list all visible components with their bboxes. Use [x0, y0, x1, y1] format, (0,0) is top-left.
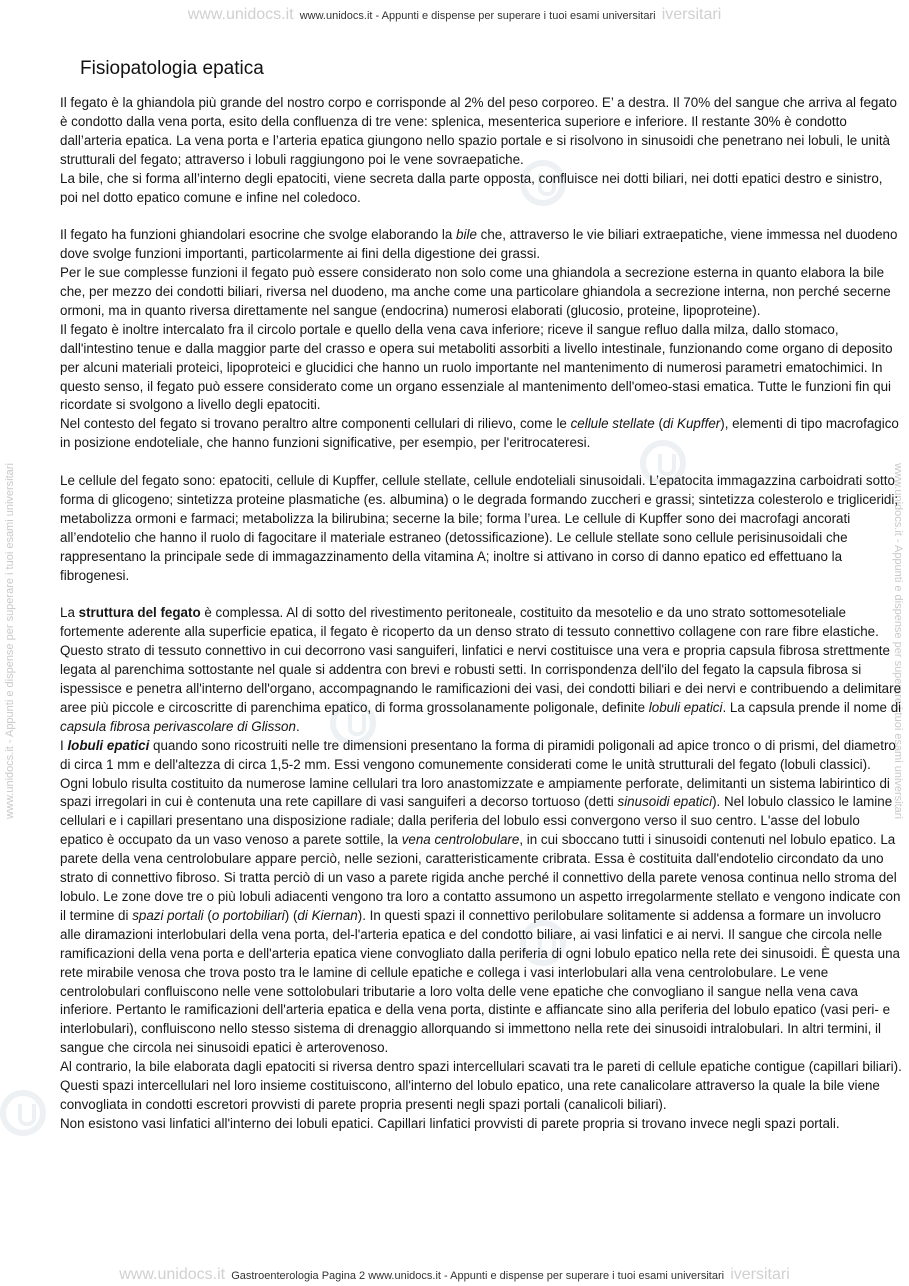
- paragraph: Questo strato di tessuto connettivo in cui decorrono vasi sanguiferi, linfatici e nervi costituisce una vera e propria capsula fibrosa strettmente legata al parenchima sottostante nel quale si addentra con brevi e robusti setti. In corrispondenza dell'ilo del fegato la capsula fibrosa si ispessisce e penetra all'interno dell'organo, accompagnando le ramificazioni dei vasi, dei condotti biliari e dei nervi e contribuendo a delimitare aree più piccole e circoscritte di parenchima epatico, di forma grossolanamente poligonale, definite lobuli epatici. La capsula prende il nome di capsula fibrosa perivascolare di Glisson.: [60, 643, 902, 734]
- header-watermark-right: iversitari: [661, 6, 722, 23]
- paragraph: La struttura del fegato è complessa. Al di sotto del rivestimento peritoneale, costituito da mesotelio e da uno strato sottomesoteliale fortemente aderente alla superficie epatica, il fegato è ricoperto da un denso strato di tessuto connettivo collagene con rare fibre elastiche.: [60, 605, 879, 640]
- page-footer: [0, 1266, 909, 1284]
- page-header: [0, 6, 909, 24]
- paragraph: Nel contesto del fegato si trovano peraltro altre componenti cellulari di rilievo, come le cellule stellate (di Kupffer), elementi di tipo macrofagico in posizione endoteliale, che hanno funzioni significative, per esempio, per l'eritrocateresi.: [60, 416, 899, 451]
- page-title: Fisiopatologia epatica: [80, 58, 264, 79]
- header-banner-link[interactable]: www.unidocs.it - Appunti e dispense per superare i tuoi esami universitari: [299, 10, 656, 22]
- paragraph: Per le sue complesse funzioni il fegato può essere considerato non solo come una ghiandola a secrezione esterna in quanto elabora la bile che, per mezzo dei condotti biliari, riversa nel duodeno, ma anche come una particolare ghiandola a secrezione interna, non perché secerne ormoni, ma in quanto riversa direttamente nel sangue (endocrina) numerosi elaborati (glucosio, proteine, lipoproteine).: [60, 265, 891, 318]
- paragraph: Le cellule del fegato sono: epatociti, cellule di Kupffer, cellule stellate, cellule endoteliali sinusoidali. L’epatocita immagazzina carboidrati sotto forma di glicogeno; sintetizza proteine plasmatiche (es. albumina) o le degrada formando zuccheri e grassi; sintetizza colesterolo e trigliceridi; metabolizza ormoni e farmaci; metabolizza la bilirubina; secerne la bile; forma l’urea. Le cellule di Kupffer sono dei macrofagi ancorati all’endotelio che hanno il ruolo di fagocitare il materiale estraneo (detossificazione). Le cellule stellate sono cellule perisinusoidali che rappresentano la principale sede di immagazzinamento della vitamina A; inoltre si attivano in corso di danno epatico ed effettuano la fibrogenesi.: [60, 473, 899, 583]
- paragraph: Al contrario, la bile elaborata dagli epatociti si riversa dentro spazi intercellulari scavati tra le pareti di cellule epatiche contigue (capillari biliari). Questi spazi intercellulari nel loro insieme costituiscono, all'interno del lobulo epatico, una rete canalicolare attraverso la quale la bile viene convogliata in condotti escretori provvisti di parete propria presenti negli spazi portali (canalicoli biliari).: [60, 1059, 902, 1112]
- footer-watermark-right: iversitari: [730, 1266, 790, 1283]
- paragraph: Ogni lobulo risulta costituito da numerose lamine cellulari tra loro anastomizzate e ampiamente perforate, delimitanti un sistema labirintico di spazi irregolari in cui è contenuta una rete capillare di vasi sanguiferi a decorso tortuoso (detti sinusoidi epatici). Nel lobulo classico le lamine cellulari e i capillari presentano una disposizione radiale; dalla periferia del lobulo essi convergono verso il suo centro. L'asse del lobulo epatico è occupato da un vaso venoso a parete sottile, la vena centrolobulare, in cui sboccano tutti i sinusoidi contenuti nel lobulo epatico. La parete della vena centrolobulare appare perciò, nelle sezioni, caratteristicamente cribrata. Essa è costituita dall'endotelio circondato da uno strato di connettivo fibroso. Si tratta perciò di un vaso a parete rigida anche perché il connettivo della parete venosa continua nello stroma del lobulo. Le zone dove tre o più lobuli adiacenti vengono tra loro a contatto assumono un aspetto irregolarmente stellato e vengono indicate con il termine di spazi portali (o portobiliari) (di Kiernan). In questi spazi il connettivo perilobulare solitamente si addensa a formare un involucro alle diramazioni interlobulari della vena porta, del-l'arteria epatica e del condotto biliare, ai vasi linfatici e ai nervi. Il sangue che circola nelle ramificazioni della vena porta e dell'arteria epatica viene convogliato dalla periferia di ogni lobulo epatico nella rete dei sinusoidi. È questa una rete mirabile venosa che trova posto tra le lamine di cellule epatiche e collega i vasi interlobulari alla vena centrolobulare. Le vene centrolobulari confluiscono nelle vene sottolobulari tributarie a loro volta delle vene epatiche che convogliano il sangue nella vena cava inferiore. Pertanto le ramificazioni dell'arteria epatica e della vena porta, distinte e affiancate sino alla periferia del lobulo epatico (vasi peri- e interlobulari), confluiscono nello stesso sistema di drenaggio allorquando si immettono nella rete dei sinusoidi intralobulari. In altri termini, il sangue che circola nei sinusoidi epatici è arterovenoso.: [60, 775, 901, 1056]
- paragraph: La bile, che si forma all’interno degli epatociti, viene secreta dalla parte opposta, confluisce nei dotti biliari, nei dotti epatici destro e sinistro, poi nel dotto epatico comune e infine nel coledoco.: [60, 170, 883, 205]
- footer-watermark-left: www.unidocs.it: [119, 1266, 226, 1283]
- paragraph: Il fegato ha funzioni ghiandolari esocrine che svolge elaborando la bile che, attraverso le vie biliari extraepatiche, viene immessa nel duodeno dove svolge funzioni importanti, particolarmente ai fini della digestione dei grassi.: [60, 227, 898, 262]
- document-body: [60, 94, 903, 1134]
- header-watermark-left: www.unidocs.it: [187, 6, 294, 23]
- watermark-logo-icon: [0, 1090, 46, 1136]
- side-watermark-right: www.unidocs.it - Appunti e dispense per superare i tuoi esami universitari: [892, 463, 904, 819]
- paragraph: I lobuli epatici quando sono ricostruiti nelle tre dimensioni presentano la forma di piramidi poligonali ad apice tronco o di prismi, del diametro di circa 1 mm e dell'altezza di circa 1,5-2 mm. Essi vengono comunemente considerati come le unità strutturali del fegato (lobuli classici).: [60, 737, 896, 772]
- paragraph: Il fegato è la ghiandola più grande del nostro corpo e corrisponde al 2% del peso corporeo. E’ a destra. Il 70% del sangue che arriva al fegato è condotto dalla vena porta, esito della confluenza di tre vene: splenica, mesenterica superiore e inferiore. Il restante 30% è condotto dall’arteria epatica. La vena porta e l’arteria epatica giungono nello spazio portale e si risolvono in sinusoidi che penetrano nei lobuli, le unità strutturali del fegato; attraverso i lobuli raggiungono poi le vene sovraepatiche.: [60, 95, 897, 167]
- paragraph: Il fegato è inoltre intercalato fra il circolo portale e quello della vena cava inferiore; riceve il sangue refluo dalla milza, dallo stomaco, dall'intestino tenue e dalla maggior parte del crasso e opera sui metaboliti assorbiti a livello intestinale, funzionando come organo di deposito per alcuni materiali proteici, lipoproteici e glucidici che hanno un ruolo importante nel mantenimento di numerosi parametri ematochimici. In questo senso, il fegato può essere considerato come un organo essenziale al mantenimento dell'omeo-stasi ematica. Tutte le funzioni fin qui ricordate si svolgono a livello degli epatociti.: [60, 321, 893, 413]
- paragraph: Non esistono vasi linfatici all'interno dei lobuli epatici. Capillari linfatici provvisti di parete propria si trovano invece negli spazi portali.: [60, 1115, 840, 1131]
- footer-page-label: Gastroenterologia Pagina 2: [231, 1270, 366, 1282]
- side-watermark-left: www.unidocs.it - Appunti e dispense per superare i tuoi esami universitari: [4, 463, 16, 819]
- footer-banner-link[interactable]: www.unidocs.it - Appunti e dispense per superare i tuoi esami universitari: [368, 1270, 725, 1282]
